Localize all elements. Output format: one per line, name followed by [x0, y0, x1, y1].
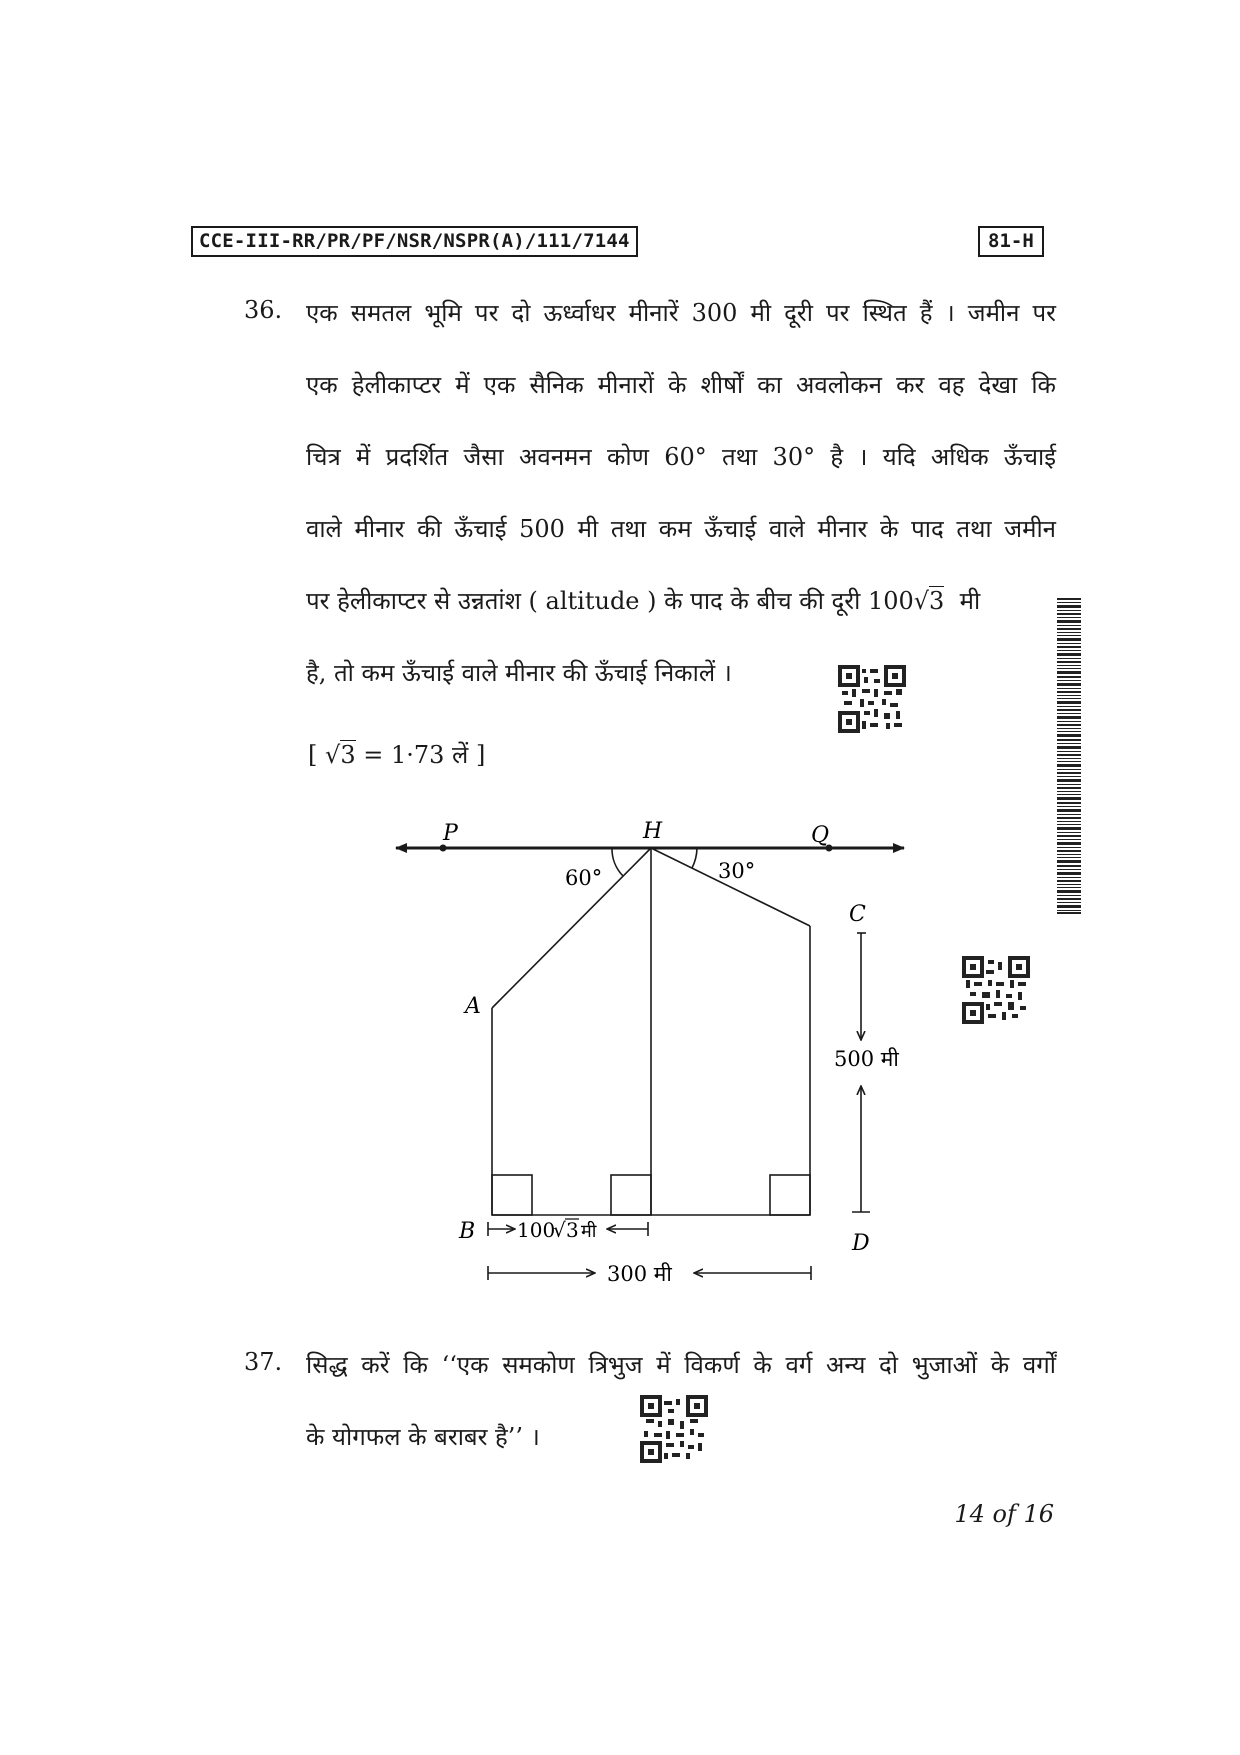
question-36-line-5-text: पर हेलीकाप्टर से उन्नतांश ( altitude ) के पाद के बीच की दूरी 100	[306, 587, 914, 615]
sqrt-symbol: √	[913, 587, 930, 615]
question-36-line-6: है, तो कम ऊँचाई वाले मीनार की ऊँचाई निकालें ।	[306, 659, 732, 687]
question-36-line-5-unit: मी	[959, 587, 981, 615]
angle-arc-60	[612, 848, 623, 876]
point-b-label: B	[459, 1219, 476, 1244]
question-36-line-1: एक समतल भूमि पर दो ऊर्ध्वाधर मीनारें 300 मी दूरी पर स्थित हैं । जमीन पर	[306, 299, 1056, 327]
sqrt-symbol: √	[325, 741, 341, 769]
long-dist-label: 300 मी	[607, 1262, 672, 1286]
question-36-line-3: चित्र में प्रदर्शित जैसा अवनमन कोण 60° तथा 30° है । यदि अधिक ऊँचाई	[306, 443, 1056, 471]
point-q-label: Q	[811, 823, 830, 848]
short-dist-sqrt-sign: √	[553, 1218, 566, 1242]
short-dist-prefix: 100	[517, 1218, 556, 1242]
point-h-label: H	[643, 819, 663, 844]
question-36-line-5-radicand: 3	[929, 587, 945, 615]
point-c-label: C	[849, 902, 866, 927]
question-36-line-4: वाले मीनार की ऊँचाई 500 मी तथा कम ऊँचाई वाले मीनार के पाद तथा जमीन	[306, 515, 1056, 543]
question-36-number: 36.	[244, 296, 283, 324]
question-36-line-2: एक हेलीकाप्टर में एक सैनिक मीनारों के शीर्षों का अवलोकन कर वह देखा कि	[306, 371, 1056, 399]
short-dist-unit: मी	[581, 1221, 597, 1242]
question-37-line-2: के योगफल के बराबर है’’ ।	[306, 1423, 540, 1451]
angle-60-label: 60°	[565, 866, 603, 890]
point-a-label: A	[465, 994, 481, 1019]
height-500-label: 500 मी	[834, 1047, 899, 1071]
paper-code: CCE-III-RR/PR/PF/NSR/NSPR(A)/111/7144	[191, 226, 638, 257]
angle-30-label: 30°	[718, 859, 756, 883]
hint-radicand: 3	[340, 741, 356, 769]
point-d-label: D	[852, 1231, 870, 1256]
hint-value: = 1·73 लें ]	[363, 741, 486, 769]
short-dist-radicand: 3	[566, 1218, 579, 1242]
hint-bracket: [	[308, 741, 318, 769]
page-number: 14 of 16	[954, 1500, 1054, 1528]
right-angle-b	[492, 1175, 532, 1215]
question-37-line-1: सिद्ध करें कि ‘‘एक समकोण त्रिभुज में विकर्ण के वर्ग अन्य दो भुजाओं के वर्गों	[306, 1351, 1056, 1379]
question-37-number: 37.	[244, 1348, 283, 1376]
page-code: 81-H	[978, 226, 1044, 257]
point-p-label: P	[443, 821, 458, 846]
right-angle-d	[770, 1175, 810, 1215]
angle-arc-30	[692, 848, 697, 868]
right-angle-altitude	[611, 1175, 651, 1215]
